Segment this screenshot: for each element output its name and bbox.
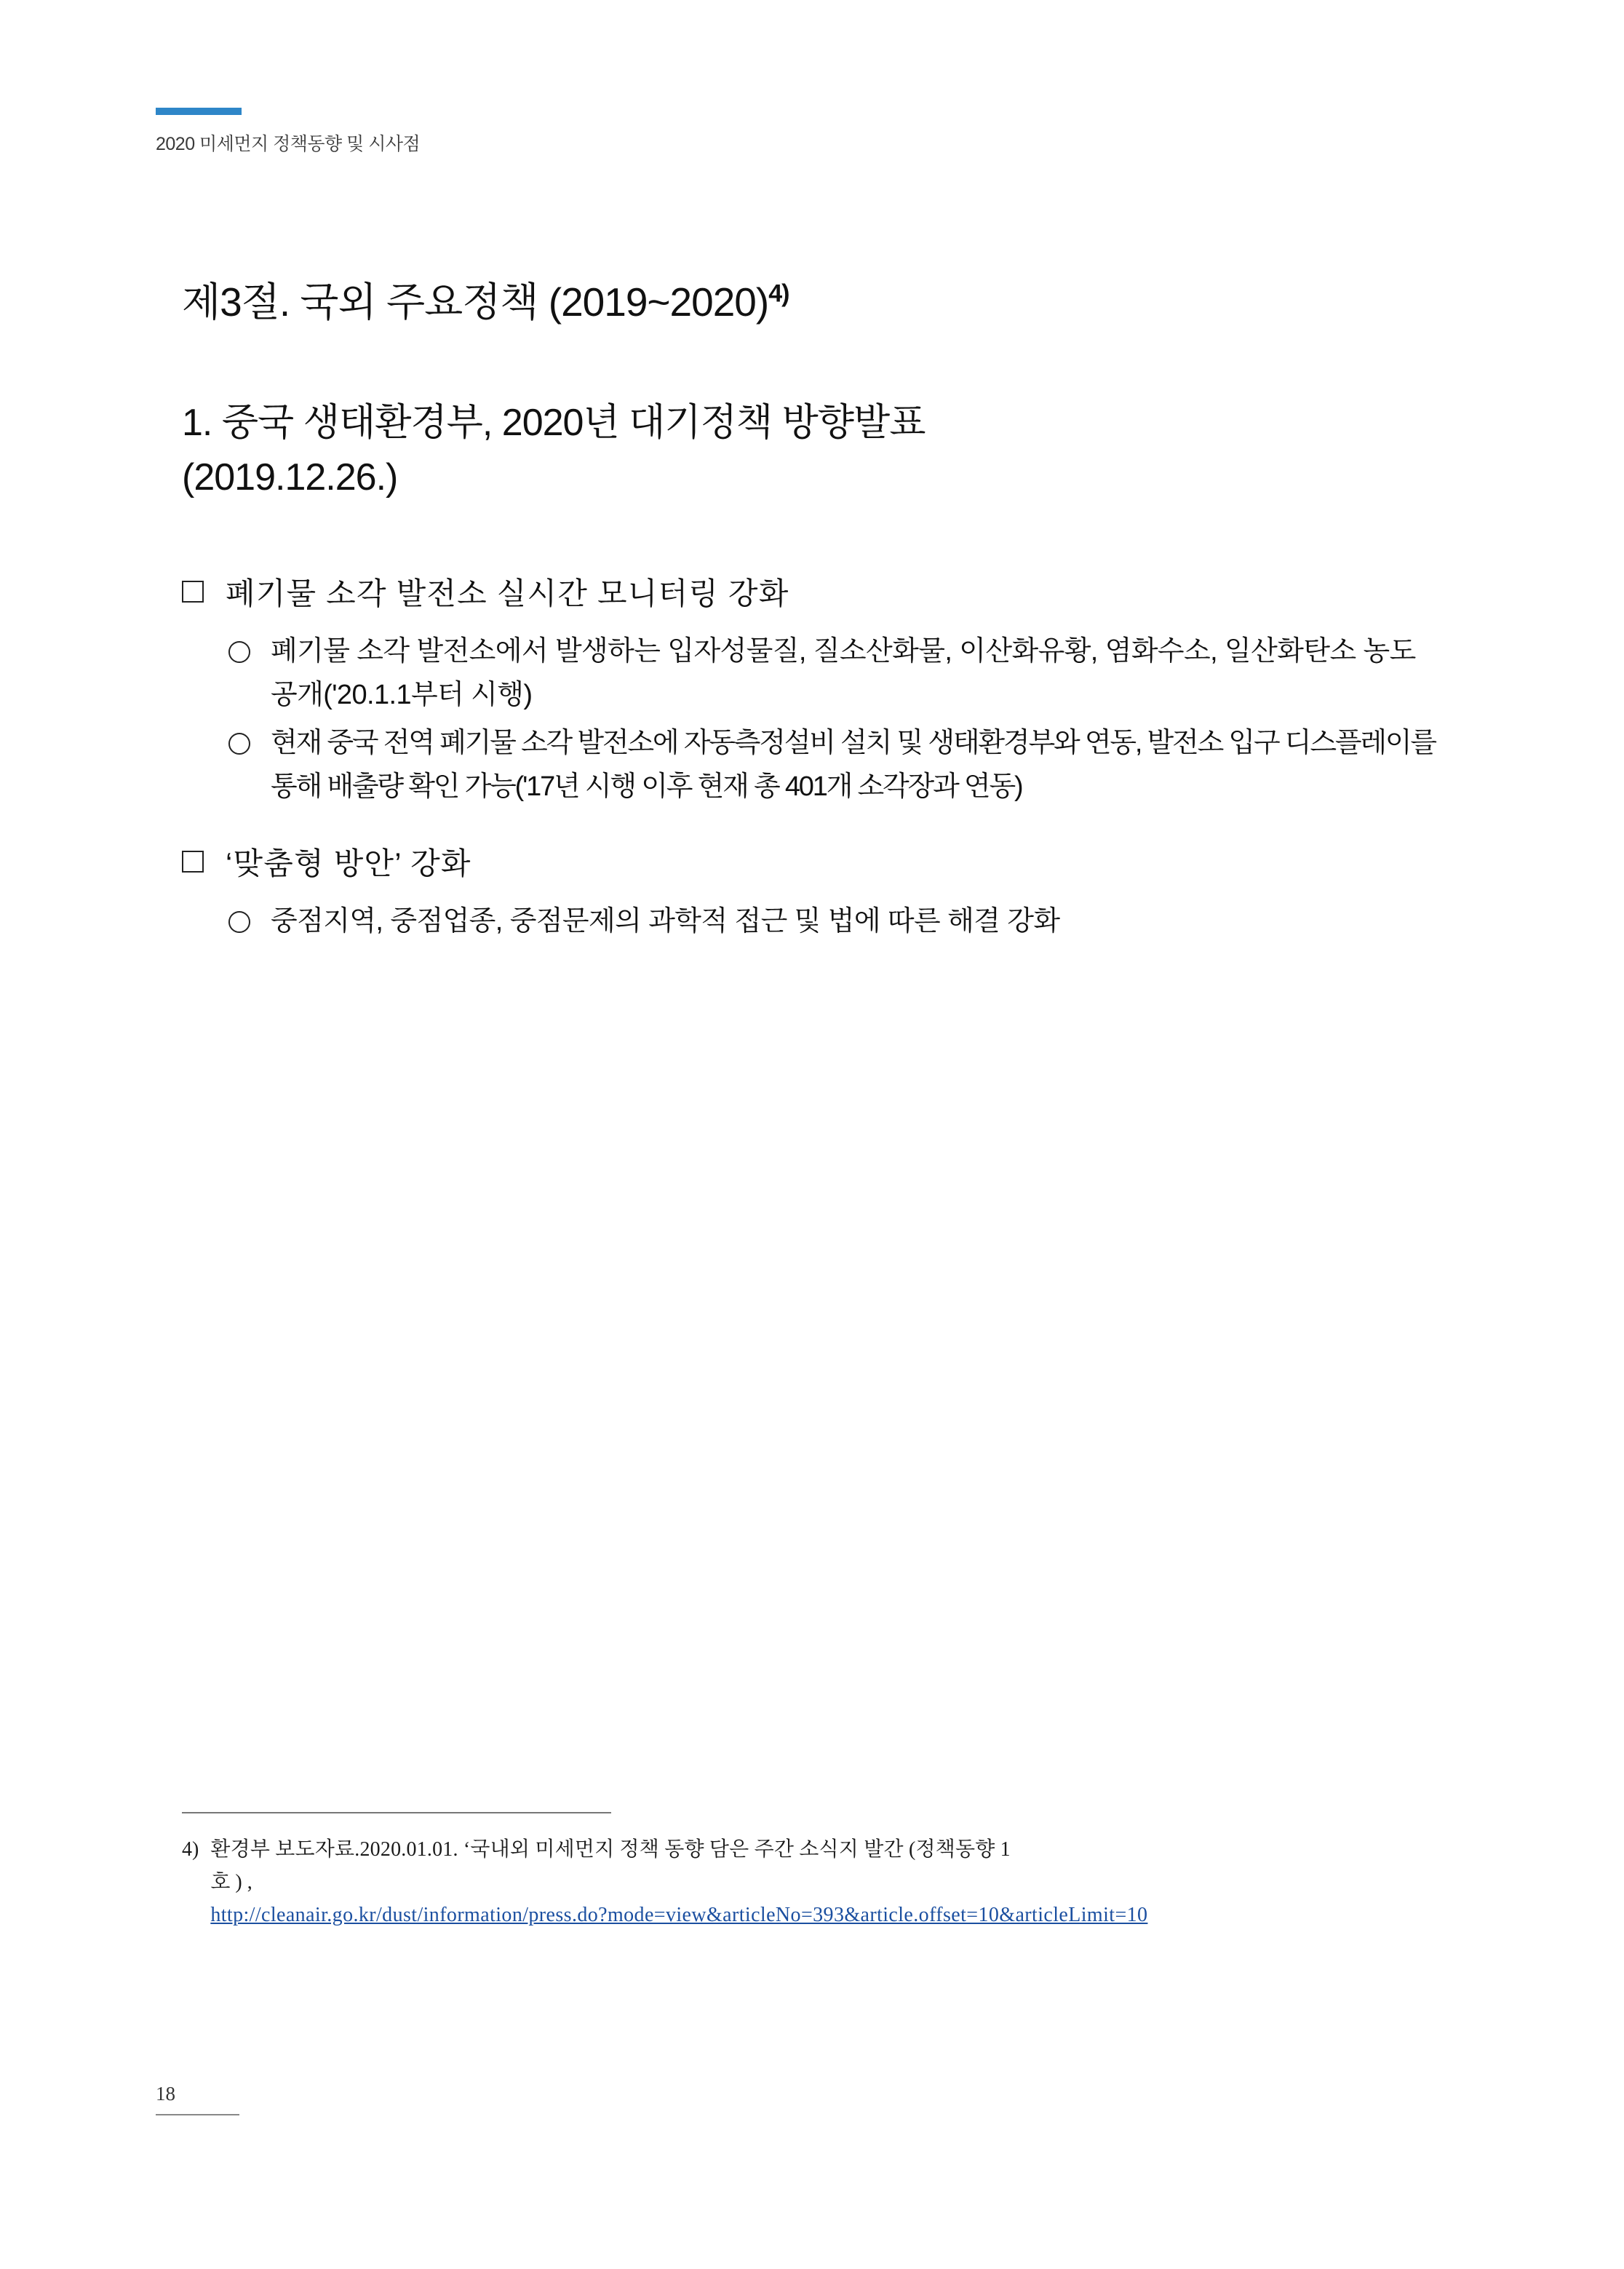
subsection-title (182, 396, 1390, 506)
bullet-level2 (228, 899, 1441, 943)
bullet-level2 (228, 721, 1441, 808)
footnote-line-2-left: 호 (210, 1870, 231, 1894)
section-title-footnote-marker: 4) (768, 279, 789, 308)
footnote-divider (182, 1812, 611, 1813)
circle-bullet-icon (228, 911, 250, 933)
page-number: 18 (156, 2083, 175, 2105)
page-number-area (156, 2083, 243, 2115)
footnote-url-link[interactable]: http://cleanair.go.kr/dust/information/press.do?mode=view&articleNo=393&article.offset=10&articleLimit=10 (210, 1903, 1148, 1926)
header-accent-bar (156, 108, 242, 115)
section-title-text: 제3절. 국외 주요정책 (2019~2020) (182, 279, 769, 325)
footnote-line-2 (210, 1867, 1419, 1899)
page-content (182, 277, 1441, 975)
circle-bullet-icon (228, 733, 250, 755)
page-number-divider (156, 2114, 239, 2115)
bullet-level2 (228, 629, 1441, 717)
page-header (156, 108, 1393, 156)
footnote-text (210, 1834, 1419, 1931)
footnote-body (182, 1834, 1419, 1931)
square-bullet-icon (182, 581, 204, 603)
content-block (182, 571, 1441, 808)
subsection-title-line2: (2019.12.26.) (182, 456, 398, 498)
bullet-level1-text: 폐기물 소각 발전소 실시간 모니터링 강화 (226, 576, 789, 611)
bullet-level1-text: ‘맞춤형 방안’ 강화 (226, 846, 471, 881)
bullet-level2-text: 폐기물 소각 발전소에서 발생하는 입자성물질, 질소산화물, 이산화유황, 염화수소, 일산화탄소 농도 공개('20.1.1부터 시행) (271, 636, 1416, 711)
square-bullet-icon (182, 851, 204, 873)
bullet-level2-text: 중점지역, 중점업종, 중점문제의 과학적 접근 및 법에 따른 해결 강화 (271, 906, 1060, 937)
bullet-level1 (182, 841, 1441, 886)
header-title: 2020 미세먼지 정책동향 및 시사점 (156, 134, 421, 154)
bullet-level2-text: 현재 중국 전역 폐기물 소각 발전소에 자동측정설비 설치 및 생태환경부와 연동, 발전소 입구 디스플레이를 통해 배출량 확인 가능('17년 시행 이후 현재 총 401개 소각장과 연동) (271, 728, 1436, 803)
footnote-line-2-right: ) (235, 1870, 242, 1894)
footnote-number: 4) (182, 1838, 199, 1861)
footnote-section (182, 1812, 1419, 1931)
content-block (182, 841, 1441, 943)
bullet-level1 (182, 571, 1441, 616)
subsection-title-line1: 1. 중국 생태환경부, 2020년 대기정책 방향발표 (182, 401, 926, 444)
section-title (182, 277, 1441, 329)
footnote-line-1: 환경부 보도자료.2020.01.01. ‘국내외 미세먼지 정책 동향 담은 주간 소식지 발간 (정책동향 1 (210, 1838, 1011, 1861)
footnote-line-2-tail: , (247, 1870, 252, 1894)
circle-bullet-icon (228, 641, 250, 663)
